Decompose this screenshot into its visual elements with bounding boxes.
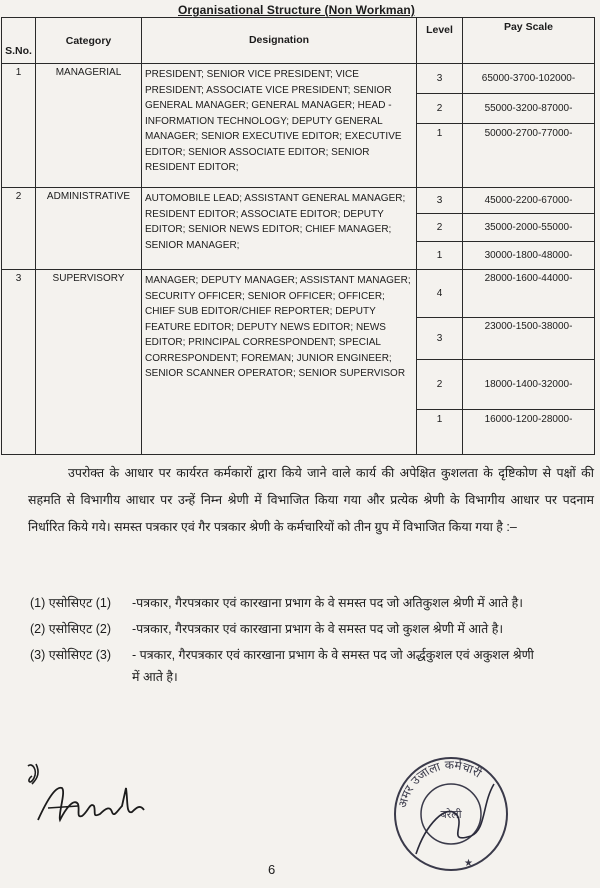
table-header-row — [2, 18, 595, 64]
associate-item-3 — [30, 642, 598, 690]
level-cell: 1 — [417, 242, 463, 270]
level-cell: 1 — [417, 410, 463, 455]
pay-scale-cell: 35000-2000-55000- — [463, 214, 595, 242]
pay-scale-cell: 45000-2200-67000- — [463, 188, 595, 214]
pay-scale-cell: 18000-1400-32000- — [463, 360, 595, 410]
level-cell: 1 — [417, 124, 463, 188]
associate-text: -पत्रकार, गैरपत्रकार एवं कारखाना प्रभाग के वे समस्त पद जो अतिकुशल श्रेणी में आते है। — [132, 596, 524, 610]
svg-text:अमर उजाला कर्मचारी — [395, 758, 484, 809]
stamp-center-text: बरेली — [440, 808, 462, 821]
signature-image — [18, 758, 158, 838]
associate-item-2 — [30, 616, 598, 642]
associate-text-continued: में आते है। — [132, 670, 178, 684]
header-designation: Designation — [142, 18, 417, 64]
stamp-ring-text: अमर उजाला कर्मचारी — [395, 757, 484, 810]
level-cell: 2 — [417, 94, 463, 124]
level-cell: 4 — [417, 270, 463, 318]
header-pay-scale: Pay Scale — [463, 18, 595, 64]
svg-text:★: ★ — [464, 858, 473, 869]
sno-cell: 2 — [2, 188, 36, 270]
pay-scale-cell: 50000-2700-77000- — [463, 124, 595, 188]
associate-label: (3) एसोसिएट (3) — [30, 648, 112, 662]
level-cell: 3 — [417, 188, 463, 214]
hindi-paragraph: उपरोक्त के आधार पर कार्यरत कर्मकारों द्वारा किये जाने वाले कार्य की अपेक्षित कुशलता के दृष्टिकोण से पक्षों की सहमति से विभागीय आधार पर उन्हें निम्न श्रेणी में विभाजित किया गया और प्रत्येक श्रेणी के विभागीय आधार पर पदनाम निर्धारित किये गये। समस्त पत्रकार एवं गैर पत्रकार श्रेणी के कर्मचारियों को तीन ग्रुप में विभाजित किया गया है :– — [28, 466, 594, 534]
page-number: 6 — [268, 862, 276, 877]
associate-item-1 — [30, 590, 598, 616]
designation-cell: AUTOMOBILE LEAD; ASSISTANT GENERAL MANAGER; RESIDENT EDITOR; ASSOCIATE EDITOR; DEPUTY EDITOR; SENIOR NEWS EDITOR; CHIEF MANAGER; SENIOR MANAGER; — [142, 188, 417, 270]
header-sno: S.No. — [2, 18, 36, 64]
associate-text: -पत्रकार, गैरपत्रकार एवं कारखाना प्रभाग के वे समस्त पद जो कुशल श्रेणी में आते है। — [132, 622, 504, 636]
pay-scale-cell: 28000-1600-44000- — [463, 270, 595, 318]
category-cell: SUPERVISORY — [36, 270, 142, 455]
table-row — [2, 64, 595, 94]
sno-cell: 1 — [2, 64, 36, 188]
associate-label: (2) एसोसिएट (2) — [30, 622, 112, 636]
pay-scale-cell: 55000-3200-87000- — [463, 94, 595, 124]
table-row — [2, 188, 595, 214]
header-category: Category — [36, 18, 142, 64]
pay-scale-cell: 65000-3700-102000- — [463, 64, 595, 94]
org-structure-table — [1, 17, 595, 455]
level-cell: 3 — [417, 64, 463, 94]
category-cell: MANAGERIAL — [36, 64, 142, 188]
associate-label: (1) एसोसिएट (1) — [30, 596, 112, 610]
designation-cell: MANAGER; DEPUTY MANAGER; ASSISTANT MANAGER; SECURITY OFFICER; SENIOR OFFICER; OFFICER; CHIEF SUB EDITOR/CHIEF REPORTER; DEPUTY FEATURE EDITOR; DEPUTY NEWS EDITOR; NEWS EDITOR; PRINCIPAL CORRESPONDENT; SPECIAL CORRESPONDENT; FOREMAN; JUNIOR ENGINEER; SENIOR SCANNER OPERATOR; SENIOR SUPERVISOR — [142, 270, 417, 455]
pay-scale-cell: 23000-1500-38000- — [463, 318, 595, 360]
sno-cell: 3 — [2, 270, 36, 455]
level-cell: 2 — [417, 360, 463, 410]
union-stamp-seal — [386, 744, 516, 874]
category-cell: ADMINISTRATIVE — [36, 188, 142, 270]
level-cell: 3 — [417, 318, 463, 360]
pay-scale-cell: 30000-1800-48000- — [463, 242, 595, 270]
pay-scale-cell: 16000-1200-28000- — [463, 410, 595, 455]
table-row — [2, 270, 595, 318]
page-title: Organisational Structure (Non Workman) — [178, 3, 415, 17]
associate-text: - पत्रकार, गैरपत्रकार एवं कारखाना प्रभाग के वे समस्त पद जो अर्द्धकुशल एवं अकुशल श्रेणी — [132, 648, 534, 662]
designation-cell: PRESIDENT; SENIOR VICE PRESIDENT; VICE PRESIDENT; ASSOCIATE VICE PRESIDENT; SENIOR GENERAL MANAGER; GENERAL MANAGER; HEAD - INFORMATION TECHNOLOGY; DEPUTY GENERAL MANAGER; SENIOR EXECUTIVE EDITOR; EXECUTIVE EDITOR; SENIOR ASSOCIATE EDITOR; SENIOR RESIDENT EDITOR; — [142, 64, 417, 188]
header-level: Level — [417, 18, 463, 64]
level-cell: 2 — [417, 214, 463, 242]
